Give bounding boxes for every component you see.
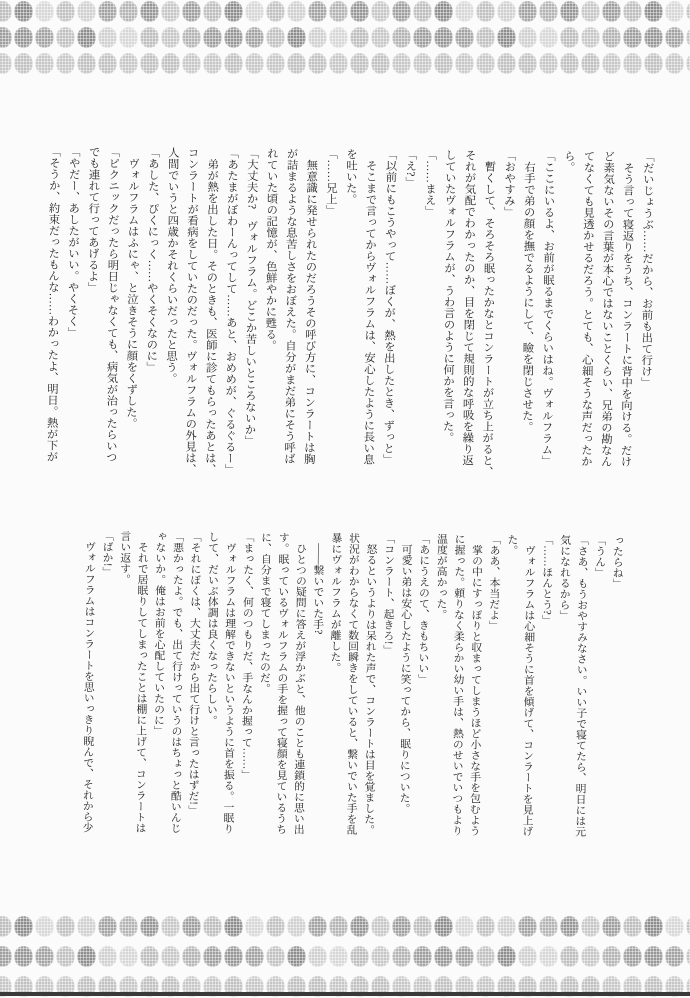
halftone-dot (161, 1, 180, 22)
halftone-dot (245, 916, 264, 937)
halftone-dot (539, 1, 558, 22)
halftone-dot (224, 916, 243, 937)
text-column: 暴にヴォルフラムが離した。 (329, 532, 343, 673)
halftone-dot (455, 27, 474, 48)
text-column: す。眠っているヴォルフラムの手を握って寝顔を見ているうち (275, 531, 290, 835)
halftone-dot (665, 27, 684, 48)
halftone-dot (518, 27, 537, 48)
halftone-dot (329, 53, 348, 74)
halftone-dot (623, 1, 642, 22)
halftone-dot (0, 916, 12, 937)
halftone-dot (581, 53, 600, 74)
text-column: 「やだー、あしたがいい。やくそく」 (66, 145, 80, 339)
text-column: ひとつの疑問に答えが浮かぶと、他のことも連鎖的に思い出 (292, 532, 308, 835)
halftone-dot (665, 1, 684, 22)
halftone-dot (182, 27, 201, 48)
text-column: 「え?」 (404, 148, 417, 188)
text-column: 掌の中にすっぽりと収まってしまうほど小さな手を包むよう (468, 533, 484, 837)
halftone-dot (413, 53, 432, 74)
text-column: 「ピクニックだったら明日じゃなくても、病気が治ったらいつ (104, 146, 120, 463)
halftone-dot (308, 916, 327, 937)
halftone-dot (455, 946, 474, 967)
text-column: れていた頃の記憶が、色鮮やかに甦る。 (264, 147, 278, 352)
halftone-dot (539, 916, 558, 937)
halftone-dot (350, 1, 369, 22)
halftone-dot (182, 53, 201, 74)
halftone-dot (182, 946, 201, 967)
text-column: ヴォルフラムはコンラートを思いっきり睨んで、それから少 (81, 530, 97, 833)
text-column: 「まったく、何のつもりだ、手なんか握って……」 (240, 531, 255, 781)
halftone-dot (287, 916, 306, 937)
halftone-dot (476, 53, 495, 74)
halftone-dot (35, 916, 54, 937)
halftone-dot (287, 53, 306, 74)
halftone-dot (560, 53, 579, 74)
halftone-dot (623, 53, 642, 74)
halftone-dot (392, 1, 411, 22)
halftone-dot (602, 946, 621, 967)
halftone-dot (392, 53, 411, 74)
halftone-dot (224, 53, 243, 74)
halftone-dot (308, 946, 327, 967)
halftone-dot (266, 27, 285, 48)
halftone-dot (35, 53, 54, 74)
halftone-dot (644, 946, 663, 967)
halftone-dot (623, 27, 642, 48)
text-column: 右手で弟の顔を撫でるようにして、瞼を閉じさせた。 (520, 149, 536, 433)
halftone-dot (518, 916, 537, 937)
halftone-dot (56, 1, 75, 22)
halftone-dot (203, 1, 222, 22)
halftone-dot (623, 946, 642, 967)
halftone-dot (245, 53, 264, 74)
halftone-dot (350, 27, 369, 48)
halftone-dot (434, 916, 453, 937)
halftone-dot (350, 53, 369, 74)
text-column: 人間でいうと四歳かそれくらいだったと思う。 (164, 146, 179, 385)
text-column: それが気配でわかったのか、目を閉じて規則的な呼吸を繰り返 (461, 149, 476, 466)
halftone-dot (98, 53, 117, 74)
text-column: それで居眠りしてしまったことは棚に上げて、コンラートは (134, 530, 149, 834)
halftone-dot (329, 1, 348, 22)
halftone-dot (56, 916, 75, 937)
halftone-dot (14, 53, 33, 74)
halftone-dot (350, 946, 369, 967)
text-column: に、自分まで寝てしまったのだ。 (258, 531, 273, 694)
halftone-dot (0, 53, 12, 74)
halftone-dot (266, 946, 285, 967)
lower-text-block (75, 530, 626, 865)
text-column: に握った。頼りなく柔らかい幼い手は、熱のせいでいつもより (451, 533, 466, 836)
halftone-dot (0, 1, 12, 22)
halftone-dot (98, 1, 117, 22)
halftone-dot (140, 916, 159, 937)
halftone-dot (476, 1, 495, 22)
halftone-dot (560, 27, 579, 48)
dot-row (0, 916, 690, 937)
halftone-dot (581, 916, 600, 937)
halftone-dot (686, 946, 690, 967)
halftone-dot (581, 27, 600, 48)
halftone-dot (182, 1, 201, 22)
text-column: 言い返す。 (118, 530, 132, 585)
halftone-dot (308, 53, 327, 74)
halftone-dot (644, 916, 663, 937)
text-column: ――繋いでいた手? (312, 532, 325, 635)
halftone-dot (140, 946, 159, 967)
halftone-dot (518, 946, 537, 967)
halftone-dot (329, 27, 348, 48)
halftone-dot (392, 27, 411, 48)
halftone-dot (602, 916, 621, 937)
halftone-dot (224, 27, 243, 48)
halftone-dot (35, 27, 54, 48)
halftone-dot (56, 946, 75, 967)
halftone-dot (434, 53, 453, 74)
halftone-dot (560, 946, 579, 967)
halftone-dot (245, 946, 264, 967)
text-column: た。 (506, 533, 519, 556)
halftone-dot (686, 916, 690, 937)
halftone-dot (518, 1, 537, 22)
text-column: していたヴォルフラムが、うわ言のように何かを言った。 (441, 149, 457, 444)
text-column: 可愛い弟は安心したように笑ってから、眠りについた。 (398, 533, 413, 814)
halftone-dot (371, 946, 390, 967)
text-column: 無意識に発せられたのだろうその呼び方に、コンラートは胸 (302, 147, 318, 465)
halftone-dot (644, 27, 663, 48)
halftone-dot (329, 916, 348, 937)
halftone-dot (644, 53, 663, 74)
halftone-dot (686, 27, 690, 48)
halftone-dot (98, 946, 117, 967)
halftone-dot (14, 1, 33, 22)
text-column: ら。 (562, 150, 575, 173)
text-column: 「あにうえのて、きもちいい」 (417, 533, 431, 685)
halftone-dot (371, 1, 390, 22)
text-column: 「……ほんとう?」 (540, 534, 554, 626)
text-column: 「悪かったよ。でも、出て行けっていうのはちょっと酷いんじ (169, 531, 185, 834)
text-column: てなくても見透かせるだろう。とても、心細そうな声だったか (579, 150, 595, 467)
halftone-dot (665, 946, 684, 967)
halftone-dot (455, 1, 474, 22)
text-column: 「ああ、本当だよ」 (488, 533, 501, 632)
halftone-dot (224, 946, 243, 967)
halftone-dot (476, 916, 495, 937)
halftone-dot (413, 916, 432, 937)
text-column: 「以前にもこうやって……ぼくが、熱を出したとき、ずっと」 (381, 148, 397, 466)
halftone-dot (77, 916, 96, 937)
halftone-dot (140, 27, 159, 48)
text-column: 「……まえ」 (423, 148, 437, 217)
text-column: 「ここにいるよ、お前が眠るまでくらいはね。ヴォルフラム」 (540, 150, 556, 467)
halftone-dot (350, 916, 369, 937)
text-column: を吐いた。 (344, 148, 358, 205)
halftone-dot (476, 946, 495, 967)
halftone-dot (686, 53, 690, 74)
halftone-dot (266, 53, 285, 74)
halftone-dot (266, 1, 285, 22)
halftone-dot (497, 53, 516, 74)
halftone-dot (665, 53, 684, 74)
halftone-dot (371, 27, 390, 48)
text-column: コンラートが看病をしていたのだった。ヴォルフラムの外見は、 (183, 146, 199, 475)
halftone-dot (539, 27, 558, 48)
halftone-dot (602, 27, 621, 48)
halftone-dot (119, 27, 138, 48)
text-column: 「そうか、約束だったもんな……わかったよ、明日。熱が下が (45, 145, 61, 463)
halftone-dot (665, 916, 684, 937)
text-column: ヴォルフラムは心細そうに首を傾げて、コンラートを見上げ (521, 534, 537, 837)
halftone-dot (329, 946, 348, 967)
halftone-dot (602, 1, 621, 22)
halftone-dot (686, 1, 690, 22)
halftone-dot (224, 1, 243, 22)
text-column: ヴォルフラムはふにゃ、と泣きそうに顔をくずした。 (124, 146, 140, 429)
halftone-dot (203, 53, 222, 74)
halftone-dot (455, 53, 474, 74)
halftone-dot (497, 916, 516, 937)
halftone-dot (14, 916, 33, 937)
halftone-dot (434, 946, 453, 967)
halftone-dot (203, 946, 222, 967)
halftone-dot (245, 1, 264, 22)
halftone-dot (161, 27, 180, 48)
top-dot-border (0, 0, 690, 79)
halftone-dot (413, 946, 432, 967)
text-column: ゃないか。俺はお前を心配していたのに」 (152, 530, 167, 737)
bottom-edge-rule (0, 992, 690, 996)
dot-row (0, 53, 690, 74)
halftone-dot (602, 53, 621, 74)
text-column: ヴォルフラムは理解できないというように首を振る。一眠り (222, 531, 237, 834)
halftone-dot (455, 916, 474, 937)
halftone-dot (539, 53, 558, 74)
halftone-dot (0, 946, 12, 967)
halftone-dot (119, 946, 138, 967)
text-column: 状況がわからなくて数回瞬きをしていると、繋いでいた手を乱 (345, 532, 361, 836)
text-column: でも連れて行ってあげるよ」 (86, 146, 100, 294)
halftone-dot (434, 27, 453, 48)
dot-row (0, 946, 690, 967)
halftone-dot (413, 27, 432, 48)
text-column: 「あした、ぴくにっく……やくそくなのに」 (145, 146, 160, 373)
halftone-dot (371, 53, 390, 74)
halftone-dot (392, 946, 411, 967)
halftone-dot (287, 27, 306, 48)
text-column: ったらね」 (611, 534, 625, 589)
halftone-dot (245, 27, 264, 48)
halftone-dot (161, 53, 180, 74)
halftone-dot (644, 1, 663, 22)
text-column: ど素気ないその言葉が本心ではないことくらい、兄弟の勘なん (599, 150, 615, 468)
text-column: して、だいぶ体調は良くなったらしい。 (205, 531, 220, 726)
text-column: 「うん」 (594, 534, 607, 579)
halftone-dot (14, 946, 33, 967)
halftone-dot (266, 916, 285, 937)
halftone-dot (140, 53, 159, 74)
bottom-dot-border (0, 912, 690, 998)
halftone-dot (56, 53, 75, 74)
halftone-dot (77, 1, 96, 22)
halftone-dot (77, 27, 96, 48)
halftone-dot (182, 916, 201, 937)
dot-row (0, 1, 690, 22)
halftone-dot (560, 916, 579, 937)
text-column: 「大丈夫か? ヴォルフラム。どこか苦しいところないか」 (243, 147, 259, 447)
upper-text-block (38, 146, 657, 485)
text-column: 「それにぼくは、大丈夫だから出て行けと言ったはずだ!」 (187, 531, 202, 816)
text-column: 「ばか!」 (101, 530, 114, 578)
text-column: が詰まるような息苦しさをおぼえた。自分がまだ弟にそう呼ば (282, 147, 298, 465)
text-column: 「さあ、もうおやすみなさい。いい子で寝てたら、明日には元 (574, 534, 589, 838)
halftone-dot (581, 1, 600, 22)
text-column: そう言って寝返りをうち、コンラートに背中を向ける。だけ (619, 150, 635, 468)
text-column: そこまで言ってからヴォルフラムは、安心したように長い息 (362, 148, 377, 465)
halftone-dot (119, 916, 138, 937)
text-column: 「おやすみ」 (502, 149, 516, 218)
text-column: 「あたまがぼわーんってして……あと、おめめが、ぐるぐるー」 (223, 147, 239, 476)
halftone-dot (560, 1, 579, 22)
halftone-dot (203, 916, 222, 937)
text-column: 温度が高かった。 (435, 533, 449, 620)
halftone-dot (14, 27, 33, 48)
halftone-dot (581, 946, 600, 967)
halftone-dot (77, 946, 96, 967)
halftone-dot (392, 916, 411, 937)
halftone-dot (119, 1, 138, 22)
halftone-dot (371, 916, 390, 937)
halftone-dot (413, 1, 432, 22)
halftone-dot (140, 1, 159, 22)
halftone-dot (161, 946, 180, 967)
halftone-dot (203, 27, 222, 48)
halftone-dot (518, 53, 537, 74)
halftone-dot (119, 53, 138, 74)
dot-row (0, 27, 690, 48)
text-column: 気になれるから」 (558, 534, 572, 621)
halftone-dot (35, 1, 54, 22)
text-column: 怒るというよりは呆れた声で、コンラートは目を覚ました。 (363, 532, 378, 836)
halftone-dot (98, 27, 117, 48)
text-column: 「だいじょうぶ……だから、お前も出て行け」 (639, 150, 655, 389)
halftone-dot (287, 946, 306, 967)
halftone-dot (56, 27, 75, 48)
halftone-dot (308, 1, 327, 22)
halftone-dot (623, 916, 642, 937)
text-column: 弟が熱を出した日。そのときも、医師に診てもらったあとは、 (203, 147, 219, 475)
halftone-dot (497, 1, 516, 22)
text-column: 「コンラート、起きろ!」 (382, 532, 396, 656)
halftone-dot (287, 1, 306, 22)
text-column: 暫くして、そろそろ眠ったかなとコンラートが立ち上がると、 (480, 149, 496, 478)
halftone-dot (35, 946, 54, 967)
halftone-dot (497, 946, 516, 967)
text-column: 「……兄上」 (324, 148, 338, 217)
halftone-dot (308, 27, 327, 48)
halftone-dot (161, 916, 180, 937)
halftone-dot (434, 1, 453, 22)
halftone-dot (98, 916, 117, 937)
halftone-dot (0, 27, 12, 48)
halftone-dot (77, 53, 96, 74)
halftone-dot (539, 946, 558, 967)
halftone-dot (497, 27, 516, 48)
halftone-dot (476, 27, 495, 48)
